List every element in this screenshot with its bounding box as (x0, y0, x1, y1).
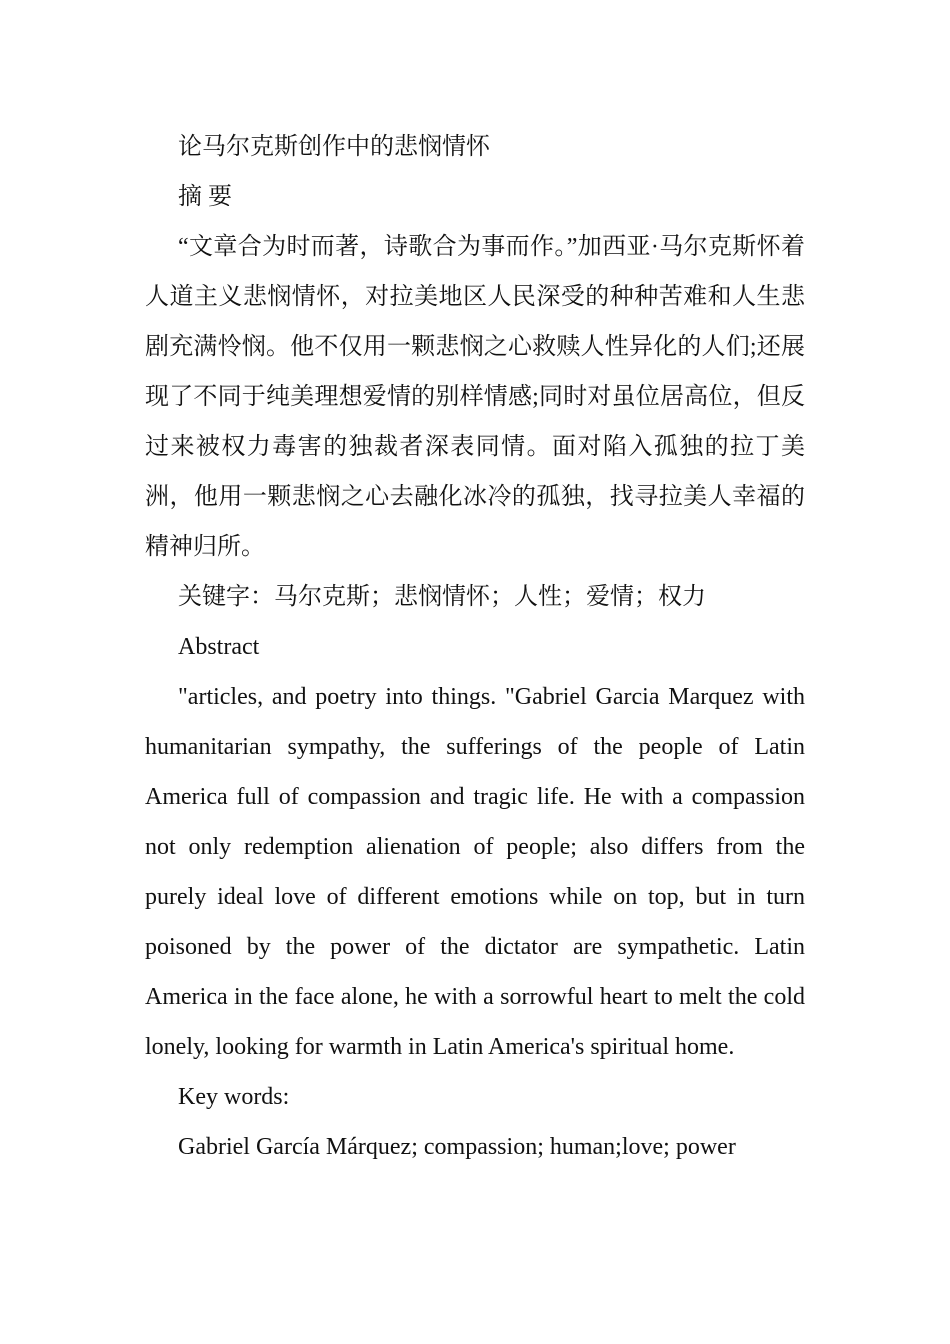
document-page (145, 122, 805, 1172)
keywords-heading-en: Key words: (178, 1084, 290, 1110)
abstract-heading-en: Abstract (178, 634, 260, 660)
keywords-cn: 关键字：马尔克斯；悲悯情怀；人性；爱情；权力 (178, 584, 706, 610)
abstract-body-cn: “文章合为时而著，诗歌合为事而作。”加西亚·马尔克斯怀着人道主义悲悯情怀，对拉美地区人民深受的种种苦难和人生悲剧充满怜悯。他不仅用一颗悲悯之心救赎人性异化的人们;还展现了不同于纯美理想爱情的别样情感;同时对虽位居高位，但反过来被权力毒害的独裁者深表同情。面对陷入孤独的拉丁美洲，他用一颗悲悯之心去融化冰冷的孤独，找寻拉美人幸福的精神归所。 (145, 234, 805, 560)
document-title: 论马尔克斯创作中的悲悯情怀 (178, 134, 490, 160)
abstract-body-en: "articles, and poetry into things. "Gabriel Garcia Marquez with humanitarian sympathy, the sufferings of the people of Latin America full of compassion and tragic life. He with a compassion not only redemption alienation of people; also differs from the purely ideal love of different emotions while on top, but in turn poisoned by the power of the dictator are sympathetic. Latin America in the face alone, he with a sorrowful heart to melt the cold lonely, looking for warmth in Latin America's spiritual home. (145, 684, 805, 1060)
abstract-heading-cn: 摘 要 (178, 184, 232, 210)
keywords-en: Gabriel García Márquez; compassion; human;love; power (178, 1134, 736, 1160)
